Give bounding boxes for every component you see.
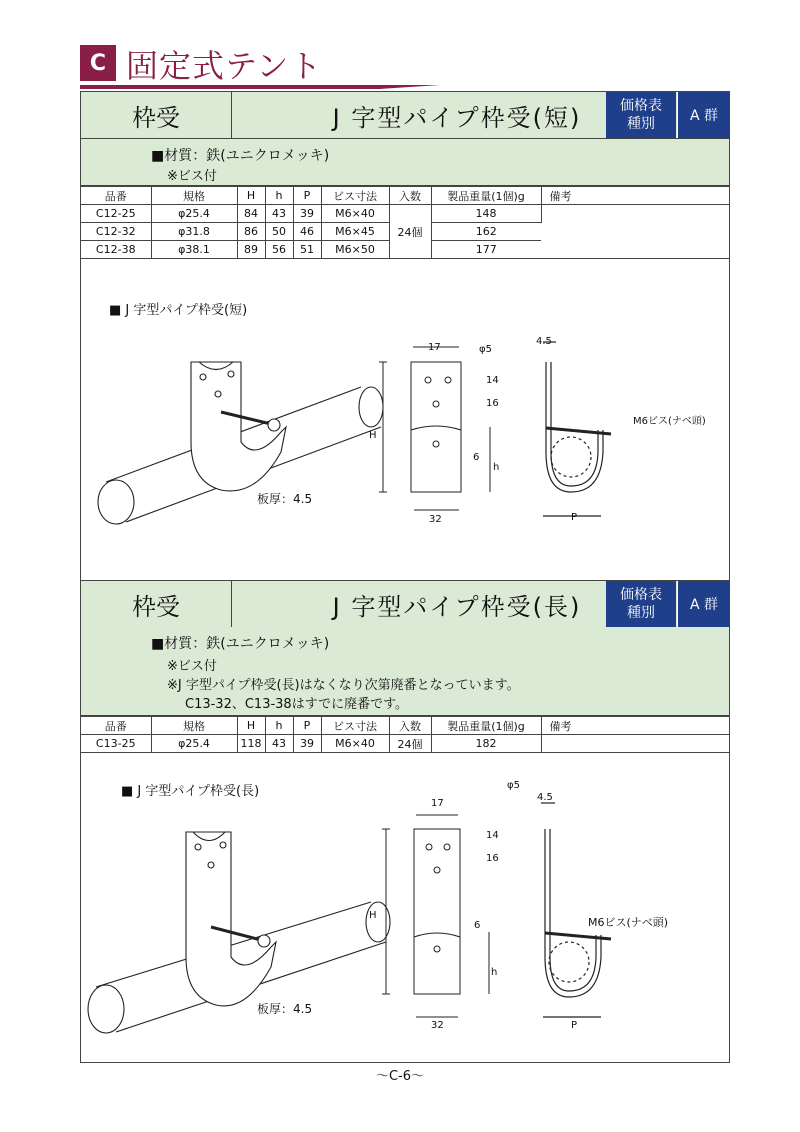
cell-screw: M6×50	[321, 241, 389, 259]
price-kind-line2: 種別	[627, 605, 655, 621]
cell-H: 86	[237, 223, 265, 241]
screw-note: ※ビス付	[167, 169, 217, 184]
cell-H: 118	[237, 735, 265, 753]
spec-table	[81, 716, 729, 753]
screw-label: M6ビス(ナベ頭)	[633, 416, 706, 427]
dim-32: 32	[429, 514, 442, 525]
price-kind-line1: 価格表	[620, 587, 662, 603]
header-rule	[80, 85, 380, 89]
price-group: A 群	[677, 581, 730, 627]
section-badge: C	[80, 45, 116, 81]
col-header: P	[293, 187, 321, 205]
cell-P: 39	[293, 205, 321, 223]
col-header: P	[293, 717, 321, 735]
col-header: 製品重量(1個)g	[431, 187, 541, 205]
cell-h: 43	[265, 735, 293, 753]
spec-table	[81, 186, 729, 259]
col-header: H	[237, 187, 265, 205]
dim-H: H	[369, 430, 377, 441]
cell-P: 51	[293, 241, 321, 259]
discontinued-codes-note: C13-32、C13-38はすでに廃番です。	[185, 697, 409, 712]
cell-weight: 177	[431, 241, 541, 259]
dim-H: H	[369, 910, 377, 921]
page-title: 固定式テント	[126, 47, 323, 85]
page-number: ～C-6～	[375, 1069, 425, 1084]
cell-code: C12-25	[81, 205, 151, 223]
cell-code: C12-32	[81, 223, 151, 241]
dim-thickness: 4.5	[536, 336, 552, 347]
dim-hole: φ5	[479, 344, 492, 355]
price-kind-label	[606, 92, 676, 138]
dim-6: 6	[473, 452, 480, 463]
cell-spec: φ25.4	[151, 735, 237, 753]
dim-thickness: 4.5	[537, 792, 553, 803]
price-group: A 群	[677, 92, 730, 138]
page-header	[80, 45, 730, 91]
screw-label: M6ビス(ナベ頭)	[588, 916, 669, 929]
col-header: 製品重量(1個)g	[431, 717, 541, 735]
cell-screw: M6×45	[321, 223, 389, 241]
cell-P: 46	[293, 223, 321, 241]
header-rule-tail	[380, 85, 440, 89]
col-header: 入数	[389, 187, 431, 205]
product-name: J 字型パイプ枠受(短)	[332, 103, 582, 132]
col-header: 備考	[541, 187, 729, 205]
cell-remarks	[541, 735, 729, 753]
table-row	[81, 735, 729, 753]
content-frame	[80, 91, 730, 1063]
diagram-caption: ■ J 字型パイプ枠受(長)	[121, 784, 260, 799]
cell-P: 39	[293, 735, 321, 753]
price-kind-line2: 種別	[627, 116, 655, 132]
diagram-caption: ■ J 字型パイプ枠受(短)	[109, 303, 248, 318]
screw-note: ※ビス付	[167, 659, 217, 674]
table-row	[81, 205, 729, 223]
product-title-bar	[81, 580, 729, 628]
cell-qty: 24個	[389, 205, 431, 259]
dim-32: 32	[431, 1020, 444, 1031]
material-note: ■材質：鉄(ユニクロメッキ)	[151, 636, 330, 652]
thickness-label: 板厚：4.5	[257, 492, 313, 506]
cell-screw: M6×40	[321, 205, 389, 223]
material-notes	[81, 139, 729, 186]
product-category: 枠受	[81, 92, 232, 138]
cell-h: 56	[265, 241, 293, 259]
cell-weight: 182	[431, 735, 541, 753]
dim-P: P	[571, 1020, 578, 1031]
dim-6: 6	[474, 920, 481, 931]
dim-17: 17	[431, 798, 444, 809]
product-name: J 字型パイプ枠受(長)	[332, 592, 582, 621]
j-bracket-short-illustration	[81, 332, 729, 532]
dim-14: 14	[486, 375, 499, 386]
cell-weight: 162	[431, 223, 541, 241]
col-header: 品番	[81, 187, 151, 205]
cell-spec: φ38.1	[151, 241, 237, 259]
col-header: 規格	[151, 717, 237, 735]
product-title-bar	[81, 92, 729, 139]
material-note: ■材質：鉄(ユニクロメッキ)	[151, 148, 330, 164]
cell-code: C13-25	[81, 735, 151, 753]
cell-code: C12-38	[81, 241, 151, 259]
col-header: h	[265, 717, 293, 735]
col-header: 入数	[389, 717, 431, 735]
dim-P: P	[571, 512, 578, 523]
col-header: 規格	[151, 187, 237, 205]
table-header-row	[81, 187, 729, 205]
col-header: ビス寸法	[321, 187, 389, 205]
product-category: 枠受	[81, 581, 232, 627]
dim-hole: φ5	[507, 780, 520, 791]
dim-14: 14	[486, 830, 499, 841]
cell-screw: M6×40	[321, 735, 389, 753]
table-header-row	[81, 717, 729, 735]
cell-spec: φ25.4	[151, 205, 237, 223]
dim-17: 17	[428, 342, 441, 353]
col-header: ビス寸法	[321, 717, 389, 735]
cell-weight: 148	[431, 205, 541, 223]
dim-16: 16	[486, 853, 499, 864]
dim-16: 16	[486, 398, 499, 409]
discontinued-note: ※J 字型パイプ枠受(長)はなくなり次第廃番となっています。	[167, 678, 520, 693]
cell-H: 89	[237, 241, 265, 259]
cell-h: 50	[265, 223, 293, 241]
cell-qty: 24個	[389, 735, 431, 753]
col-header: 品番	[81, 717, 151, 735]
cell-H: 84	[237, 205, 265, 223]
thickness-label: 板厚：4.5	[257, 1002, 313, 1016]
col-header: 備考	[541, 717, 729, 735]
material-notes	[81, 627, 729, 716]
price-kind-label	[606, 581, 676, 627]
dim-h: h	[491, 967, 498, 978]
col-header: h	[265, 187, 293, 205]
col-header: H	[237, 717, 265, 735]
cell-spec: φ31.8	[151, 223, 237, 241]
cell-remarks	[541, 205, 729, 259]
cell-h: 43	[265, 205, 293, 223]
price-kind-line1: 価格表	[620, 98, 662, 114]
dim-h: h	[493, 462, 500, 473]
